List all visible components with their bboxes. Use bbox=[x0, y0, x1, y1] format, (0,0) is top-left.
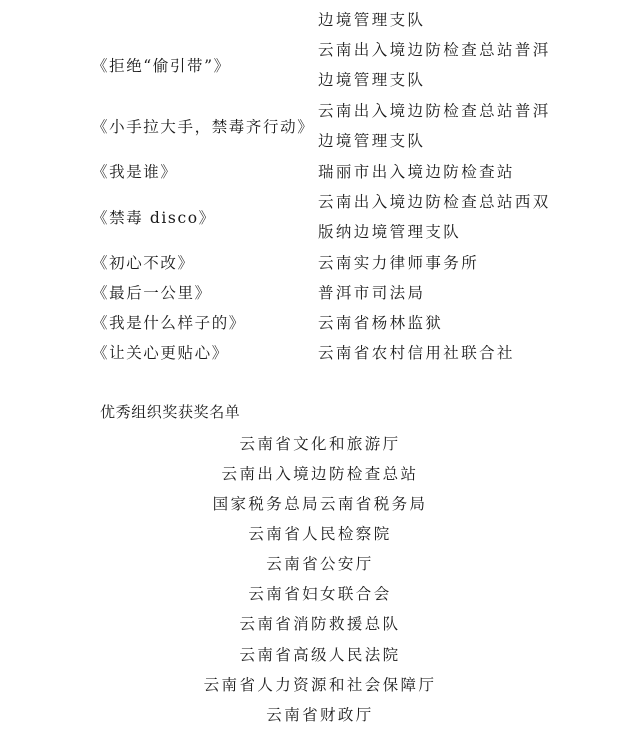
award-winner: 云南省妇女联合会 bbox=[248, 585, 392, 603]
award-winner: 云南省文化和旅游厅 bbox=[239, 435, 401, 453]
org-line: 云南出入境边防检查总站西双 bbox=[318, 193, 551, 211]
org-line: 云南出入境边防检查总站普洱 bbox=[318, 41, 551, 59]
org-line: 云南出入境边防检查总站普洱 bbox=[318, 102, 551, 120]
org-line: 边境管理支队 bbox=[318, 132, 426, 150]
award-winner: 云南省财政厅 bbox=[266, 706, 374, 724]
work-title: 《禁毒 disco》 bbox=[92, 209, 216, 227]
org-line: 普洱市司法局 bbox=[318, 284, 426, 302]
org-line: 云南实力律师事务所 bbox=[318, 254, 480, 272]
work-title: 《小手拉大手，禁毒齐行动》 bbox=[92, 118, 315, 136]
award-winner: 云南出入境边防检查总站 bbox=[221, 465, 419, 483]
award-winner: 云南省人民检察院 bbox=[248, 525, 392, 543]
org-line: 云南省农村信用社联合社 bbox=[318, 344, 515, 362]
award-winner: 云南省消防救援总队 bbox=[239, 615, 401, 633]
award-winner: 云南省高级人民法院 bbox=[239, 646, 401, 664]
work-title: 《初心不改》 bbox=[92, 254, 195, 272]
award-winner: 国家税务总局云南省税务局 bbox=[212, 495, 428, 513]
award-heading: 优秀组织奖获奖名单 bbox=[100, 403, 241, 421]
org-line: 版纳边境管理支队 bbox=[318, 223, 462, 241]
org-line: 边境管理支队 bbox=[318, 11, 426, 29]
work-title: 《最后一公里》 bbox=[92, 284, 212, 302]
work-title: 《让关心更贴心》 bbox=[92, 344, 229, 362]
org-line: 云南省杨林监狱 bbox=[318, 314, 444, 332]
org-line: 瑞丽市出入境边防检查站 bbox=[318, 163, 515, 181]
award-winner: 云南省公安厅 bbox=[266, 555, 374, 573]
org-line: 边境管理支队 bbox=[318, 71, 426, 89]
work-title: 《我是谁》 bbox=[92, 163, 178, 181]
award-winner: 云南省人力资源和社会保障厅 bbox=[203, 676, 437, 694]
work-title: 《拒绝“偷引带”》 bbox=[92, 57, 231, 75]
work-title: 《我是什么样子的》 bbox=[92, 314, 246, 332]
